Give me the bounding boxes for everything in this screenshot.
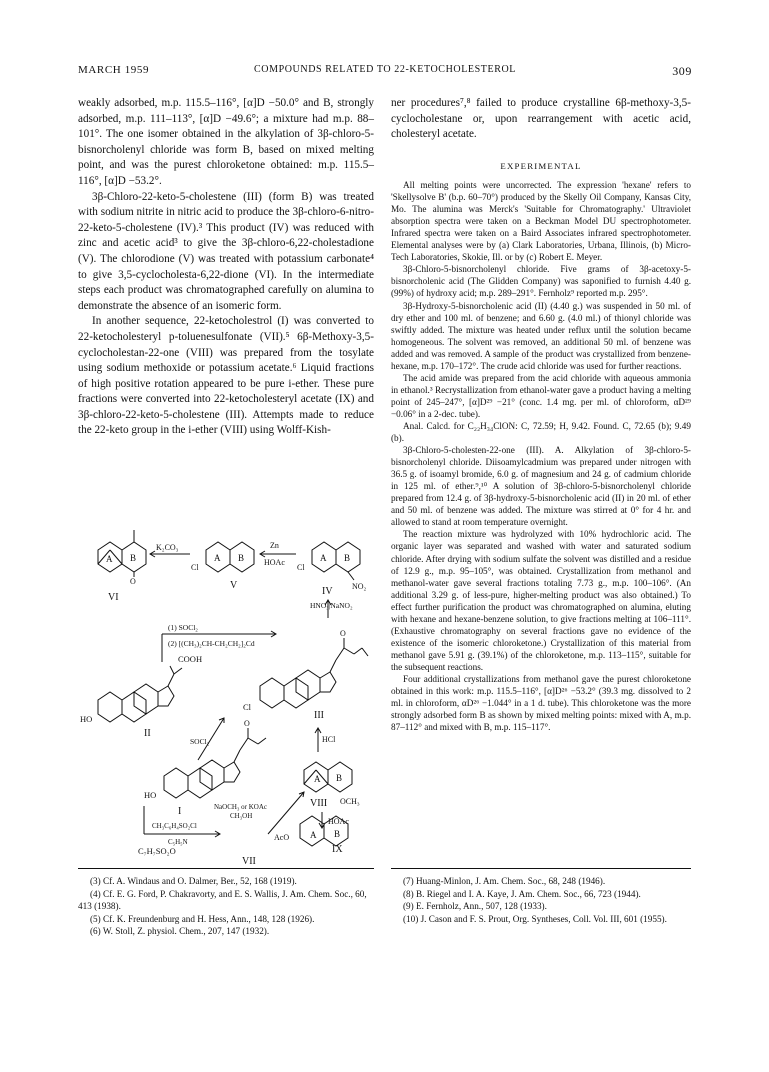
ring-a-label: A [320,553,327,563]
footnote-rule-right [391,868,691,869]
reagent-ch3oh: CH₃OH [230,812,253,820]
compound-ii-label: II [144,728,151,739]
nitro-group: NO₂ [352,582,367,591]
reaction-scheme [78,522,378,852]
experimental-section [391,160,691,733]
compound-vi-label: VI [108,592,119,603]
left-column-text [78,96,374,439]
ring-b-label: B [238,553,245,563]
compound-v-structure [191,542,254,572]
ring-a-label: A [314,774,321,784]
chloro-group: Cl [243,702,252,712]
paragraph: The acid amide was prepared from the acid chloride with aqueous ammonia in ethanol.³ Recrystallization from ethanol-water gave a product having a melting point of 245–247°, [α]D²⁹ −21° (conc. 1.4 mg. per ml. of chloroform, αD²⁹ −0.06° in a 2-dec. tube). [391,372,691,419]
reagent-hcl: HCl [322,735,336,744]
right-column-text [391,96,691,143]
hydroxyl-group: HO [144,790,157,800]
footnote: (3) Cf. A. Windaus and O. Dalmer, Ber., 52, 168 (1919). [90,876,297,886]
compound-iv-structure [297,542,367,591]
compound-viii-label: VIII [310,798,328,809]
reagent-socl2: SOCl₂ [190,737,210,746]
compound-vii-label: VII [242,856,256,867]
ring-b-label: B [336,773,343,783]
ring-a-label: A [106,554,113,564]
reagent-naoch3: NaOCH₃ or KOAc [214,803,267,811]
paragraph: The reaction mixture was hydrolyzed with 10% hydrochloric acid. The organic layer was separated and washed with water and saturated sodium chloride. After drying with sodium sulfate the solvent was distilled and a residue of 12.9 g., m.p. 95–105°, was obtained. Crystallization from methanol and methanol-water gave several fractions totaling 7.73 g., m.p. 100–106°. (An additional 3.29 g. of less-pure, higher-melting product was also obtained.) To effect further purification the product was chromatographed on alumina, eluting with hexane and hexane-benzene solution, to give fractions melting at 106–111°. (Exhaustive chromatography on several fractions gave no evidence of the existence of the isomeric chloroketone.) Crystallization of this material from methanol gave 5.91 g. (39.1%) of the chloroketone, m.p. 113–115°, suitable for the subsequent reactions. [391,529,691,672]
footnote: (10) J. Cason and F. S. Prout, Org. Syntheses, Coll. Vol. III, 601 (1955). [403,913,667,924]
reagent-pyridine: C₅H₅N [168,838,188,846]
arrow-vii-to-viii [268,792,304,834]
compound-vii-block [138,846,278,870]
oxo-label: O [130,577,136,586]
footnote: (8) B. Riegel and I. A. Kaye, J. Am. Chem. Soc., 66, 723 (1944). [403,888,641,899]
paragraph: All melting points were uncorrected. The expression 'hexane' refers to 'Skellysolve B' (b.p. 60–70°) produced by the Skelly Oil Company, Kansas City, Mo. The alumina was Merck's 'Suitable for Chromatography.' Ultraviolet absorption spectra were taken on a Beckman Model DU spectrophotometer. Infrared spectra were taken on a Baird Associates infrared spectrophotometer. Elemental analyses were by (a) Clark Laboratories, Urbana, Illinois, (b) Micro-Tech Laboratories, Skokie, Ill. or by (c) Robert E. Meyer. [391,180,691,263]
paragraph: weakly adsorbed, m.p. 115.5–116°, [α]D −50.0° and B, strongly adsorbed, m.p. 111–113°, [α]D −49.6°; a mixture had m.p. 88–101°. The one isomer obtained in the alkylation of 3β-chloro-5-bisnorcholenyl chloride was form B, based on mixed melting point, and was the purest chloroketone obtained: m.p. 115.5–116°, [α]D −53.2°. [78,97,374,187]
ring-b-label: B [344,553,351,563]
compound-iii-structure [243,629,368,712]
compound-vi-structure [98,530,146,586]
ring-b-label: B [130,553,137,563]
compound-iii-label: III [314,710,324,721]
reagent-socl2-step1: (1) SOCl₂ [168,623,198,632]
paragraph: 3β-Chloro-5-bisnorcholenyl chloride. Five grams of 3β-acetoxy-5-bisnorcholenic acid (The Glidden Company) was saponified to furnish 4.40 g. (99%) of hydroxy acid; m.p. 289–291°. Fernholz⁹ reported m.p. 295°. [391,264,691,299]
hydroxyl-group: HO [80,714,93,724]
paragraph: Anal. Calcd. for C₂₂H₃₄ClON: C, 72.59; H, 9.42. Found. C, 72.65 (b); 9.49 (b). [391,420,691,444]
header-title: COMPOUNDS RELATED TO 22-KETOCHOLESTEROL [253,64,517,75]
footnote-rule-left [78,868,374,869]
paragraph: 3β-Hydroxy-5-bisnorcholenic acid (II) (4.40 g.) was suspended in 50 ml. of dry ether and 100 ml. of benzene; and 6.60 g. (4.0 ml.) of thionyl chloride was swiftly added. The mixture was heated under reflux until the solution became homogeneous. The solvent was removed, an additional 50 ml. of benzene was added and was removed. A sample of the product was crystallized from benzene-hexane, m.p. 170–172°. The crude acid chloride was used for further reactions. [391,300,691,371]
section-heading: EXPERIMENTAL [500,161,582,171]
footnote: (6) W. Stoll, Z. physiol. Chem., 207, 147 (1932). [90,926,270,937]
paragraph: ner procedures⁷,⁸ failed to produce crystalline 6β-methoxy-3,5-cyclocholestane or, upon rearrangement with acetic acid, cholesteryl acetate. [391,97,691,141]
compound-i-structure [144,719,266,800]
reagent-hno3: HNO₃|NaNO₂ [310,601,353,610]
compound-ii-structure [80,654,202,724]
footnote: (9) E. Fernholz, Ann., 507, 128 (1933). [403,901,547,912]
reagent-hoac: HOAc [328,817,349,826]
running-header [78,64,692,80]
paragraph: 3β-Chloro-5-cholesten-22-one (III). A. Alkylation of 3β-chloro-5-bisnorcholenyl chloride. Diisoamylcadmium was prepared under nitrogen with 36.5 g. of isoamyl bromide, 6.0 g. of magnesium and 24 g. of cadmium chloride in 125 ml. of ether.⁹,¹⁰ A solution of 3β-chloro-5-bisnorcholenyl chloride prepared from 12.4 g. of 3β-hydroxy-5-bisnorcholenic acid (II) in 20 ml. of ether and 50 ml. of benzene was added. The mixture was stirred at 0° for 4 hr. and allowed to stand at room temperature overnight. [391,445,691,528]
acetoxy-group: AcO [274,833,290,842]
ring-a-label: A [310,830,317,840]
tosylate-group: C₇H₇SO₂O [138,846,176,856]
header-date: MARCH 1959 [78,64,150,76]
reagent-k2co3: K₂CO₃ [156,543,179,552]
compound-v-label: V [230,580,238,591]
chloro-group: Cl [191,563,199,572]
footnote: (4) Cf. E. G. Ford, P. Chakravorty, and E. S. Wallis, J. Am. Chem. Soc., 60, 413 (1938). [78,888,367,912]
chloro-group: Cl [297,563,305,572]
carboxyl-group: COOH [178,654,203,664]
reagent-hoac: HOAc [264,558,285,567]
compound-iv-label: IV [322,586,333,597]
page-number: 309 [672,64,692,78]
paragraph: 3β-Chloro-22-keto-5-cholestene (III) (form B) was treated with sodium nitrite in nitric acid to produce the 3β-chloro-6-nitro-22-keto-5-cholestene (IV).³ This product (IV) was reduced with zinc and acetic acid³ to give the 3β-chloro-6,22-cholestadione (V). The chlorodione (V) was treated with potassium carbonate⁴ to give 3,5-cyclocholesta-6,22-dione (VI). In the intermediate steps each product was chromatographed carefully on alumina to demonstrate the absence of an isomeric form. [78,190,374,312]
compound-i-label: I [178,806,182,817]
ring-b-label: B [334,829,341,839]
reagent-cadmium-step2: (2) [(CH₃)₂CH-CH₂CH₂]₂Cd [168,639,255,648]
footnotes-left [78,875,374,938]
paragraph: In another sequence, 22-ketocholestrol (I) was converted to 22-ketocholesteryl p-toluenesulfonate (VII).⁵ 6β-Methoxy-3,5-cyclocholestan-22-one (VIII) was prepared from the tosylate using sodium methoxide or potassium acetate.⁶ Liquid fractions of high positive rotation appeared to be pure i-ether. These pure fractions were converted into 22-ketocholesteryl acetate (IX) and 3β-chloro-22-keto-5-cholestene (III). Attempts made to reduce the 22-keto group in the i-ether (VIII) using Wolff-Kish- [78,315,374,437]
paragraph: Four additional crystallizations from methanol gave the purest chloroketone obtained in this work: m.p. 115.5–116°, [α]D²⁶ −53.2° (39.3 mg. dissolved to 2 ml. in chloroform, αD²⁶ −1.044° in a 1 d. tube). This chloroketone was the more strongly adsorbed form B as shown by mixed melting points: mixed with A, m.p. 87–112° and mixed with B, m.p. 115–117°. [391,673,691,733]
footnote: (5) Cf. K. Freundenburg and H. Hess, Ann., 148, 128 (1926). [90,913,315,924]
oxo-label: O [244,719,250,728]
footnote: (7) Huang-Minlon, J. Am. Chem. Soc., 68, 248 (1946). [403,876,606,886]
methoxy-group: OCH₃ [340,797,360,806]
reaction-scheme-svg [78,522,378,852]
reagent-zn: Zn [270,541,279,550]
oxo-label: O [340,629,346,638]
compound-ix-label: IX [332,844,343,852]
reagent-tosyl-chloride: CH₃C₆H₄SO₂Cl [152,822,197,830]
footnotes-right [391,875,691,925]
ring-a-label: A [214,553,221,563]
